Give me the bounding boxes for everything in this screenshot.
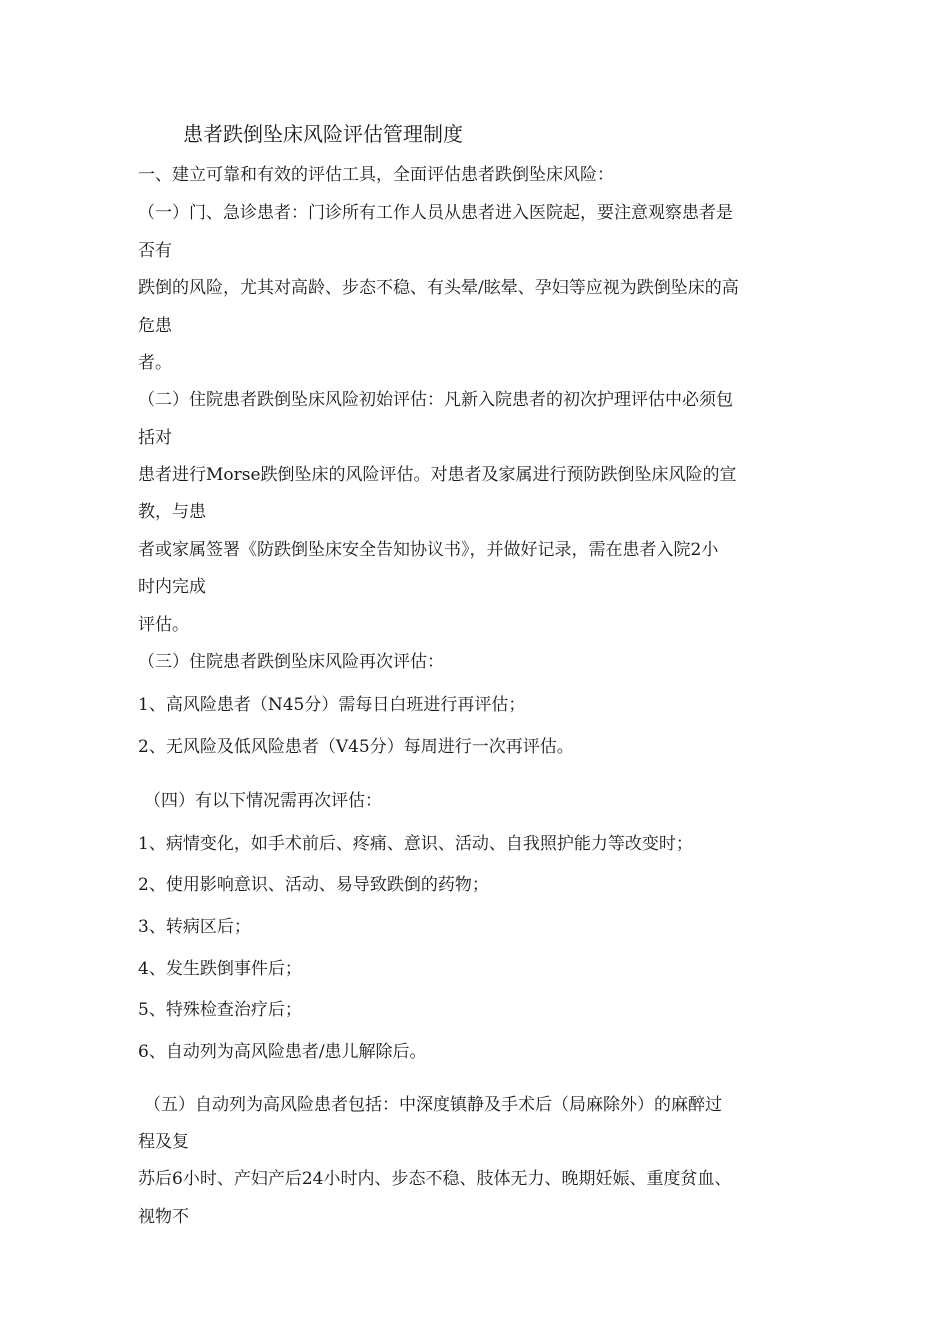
subsection-heading-3: （三）住院患者跌倒坠床风险再次评估：	[138, 652, 444, 672]
paragraph-line: 程及复	[138, 1132, 189, 1152]
paragraph-line: 否有	[138, 241, 172, 261]
paragraph-line: 者。	[138, 353, 172, 373]
paragraph-line: 危患	[138, 316, 172, 336]
paragraph-line: 括对	[138, 428, 172, 448]
paragraph-line: 视物不	[138, 1207, 189, 1227]
paragraph-line: 者或家属签署《防跌倒坠床安全告知协议书》，并做好记录，需在患者入院2小	[138, 540, 719, 560]
subsection-heading-5: （五）自动列为高风险患者包括：中深度镇静及手术后（局麻除外）的麻醉过	[144, 1095, 722, 1115]
list-item: 2、使用影响意识、活动、易导致跌倒的药物；	[138, 875, 489, 895]
document-title: 患者跌倒坠床风险评估管理制度	[183, 122, 463, 146]
paragraph-line: 苏后6小时、产妇产后24小时内、步态不稳、肢体无力、晚期妊娠、重度贫血、	[138, 1169, 732, 1189]
subsection-heading-4: （四）有以下情况需再次评估：	[144, 791, 382, 811]
paragraph-line: （二）住院患者跌倒坠床风险初始评估：凡新入院患者的初次护理评估中必须包	[138, 390, 733, 410]
section-heading-1: 一、建立可靠和有效的评估工具，全面评估患者跌倒坠床风险：	[138, 165, 614, 185]
list-item: 2、无风险及低风险患者（V45分）每周进行一次再评估。	[138, 737, 574, 757]
list-item: 6、自动列为高风险患者/患儿解除后。	[138, 1042, 427, 1062]
paragraph-line: 评估。	[138, 615, 189, 635]
list-item: 1、高风险患者（N45分）需每日白班进行再评估；	[138, 695, 526, 715]
list-item: 4、发生跌倒事件后；	[138, 959, 302, 979]
paragraph-line: 时内完成	[138, 577, 206, 597]
list-item: 1、病情变化，如手术前后、疼痛、意识、活动、自我照护能力等改变时；	[138, 834, 693, 854]
paragraph-line: 跌倒的风险，尤其对高龄、步态不稳、有头晕/眩晕、孕妇等应视为跌倒坠床的高	[138, 278, 739, 298]
list-item: 3、转病区后；	[138, 917, 251, 937]
paragraph-line: （一）门、急诊患者：门诊所有工作人员从患者进入医院起，要注意观察患者是	[138, 203, 733, 223]
list-item: 5、特殊检查治疗后；	[138, 1000, 302, 1020]
paragraph-line: 患者进行Morse跌倒坠床的风险评估。对患者及家属进行预防跌倒坠床风险的宣	[138, 465, 737, 485]
paragraph-line: 教，与患	[138, 502, 206, 522]
